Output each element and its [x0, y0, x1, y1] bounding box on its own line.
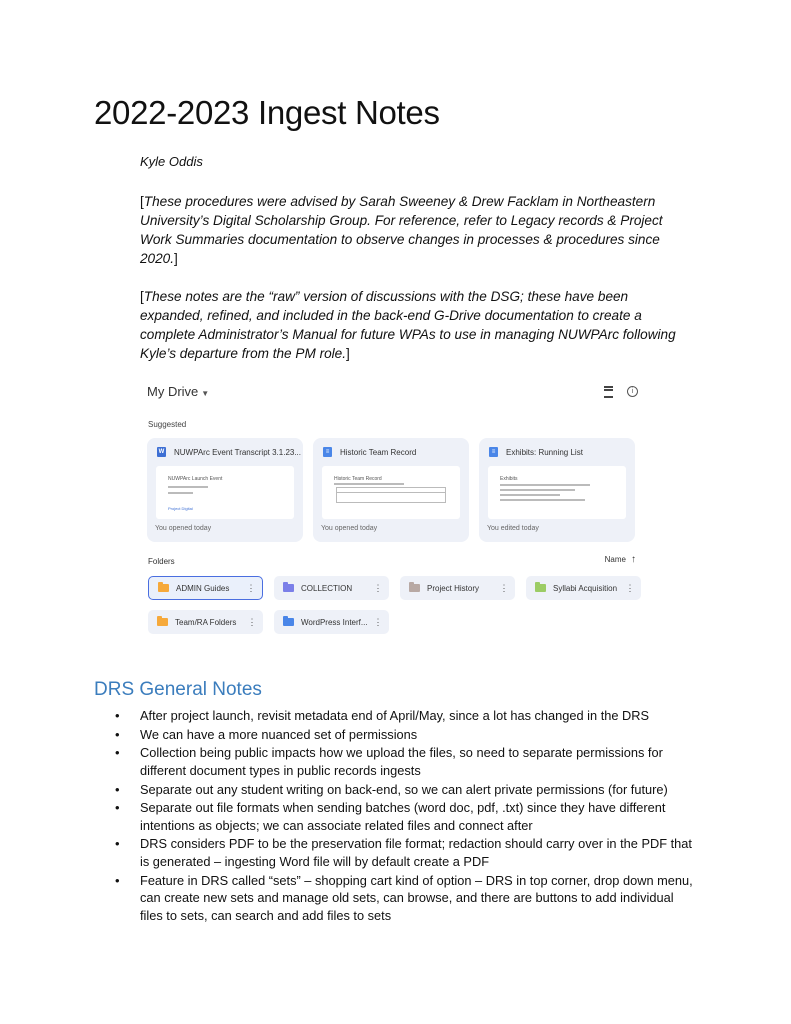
folder-label: Project History — [427, 583, 480, 593]
list-item: • Separate out any student writing on back-end, so we can alert private permissions (for future) — [113, 781, 693, 799]
procedures-note — [140, 192, 680, 268]
suggested-label: Suggested — [148, 420, 187, 429]
preview-line — [500, 499, 585, 501]
bracket-close: ] — [174, 251, 178, 266]
word-doc-icon: W — [158, 449, 165, 455]
list-item: • We can have a more nuanced set of permissions — [113, 726, 693, 744]
card-title: Historic Team Record — [340, 447, 417, 457]
folder-icon — [409, 584, 420, 592]
list-item: • Feature in DRS called “sets” – shopping cart kind of option – DRS in top corner, drop down menu, can create new sets and manage old sets, can browse, and there are buttons to add individual files to sets, can search and add files to sets — [113, 872, 693, 925]
list-item: • Separate out file formats when sending batches (word doc, pdf, .txt) since they have different intentions as objects; we can associate related files and connect after — [113, 799, 693, 834]
author-name: Kyle Oddis — [140, 154, 203, 169]
document-title: 2022-2023 Ingest Notes — [94, 94, 440, 131]
preview-title: Exhibits — [500, 476, 518, 482]
suggested-card[interactable] — [313, 438, 469, 542]
more-options-icon[interactable]: ⋮ — [373, 617, 383, 627]
bracket-open: [ — [140, 194, 144, 209]
bracket-close: ] — [346, 346, 350, 361]
card-preview — [156, 466, 294, 519]
sort-label: Name — [604, 555, 626, 564]
folder-icon — [157, 618, 168, 626]
more-options-icon[interactable]: ⋮ — [373, 583, 383, 593]
folder-admin-guides[interactable] — [148, 576, 263, 600]
more-options-icon[interactable]: ⋮ — [625, 583, 635, 593]
card-footer: You edited today — [487, 525, 539, 532]
card-preview — [322, 466, 460, 519]
folder-label: Syllabi Acquisition — [553, 583, 618, 593]
preview-line — [168, 492, 193, 494]
drive-toolbar — [604, 386, 638, 398]
bracket-open: [ — [140, 289, 144, 304]
folder-wordpress[interactable] — [274, 610, 389, 634]
folder-label: COLLECTION — [301, 583, 353, 593]
list-item: • DRS considers PDF to be the preservation file format; redaction should carry over in the PDF that is generated – ingesting Word file will by default create a PDF — [113, 835, 693, 870]
folder-label: WordPress Interf... — [301, 617, 368, 627]
card-title: NUWPArc Event Transcript 3.1.23... — [174, 447, 302, 457]
folder-project-history[interactable] — [400, 576, 515, 600]
list-item: • After project launch, revisit metadata end of April/May, since a lot has changed in the DRS — [113, 707, 693, 725]
list-item: • Collection being public impacts how we upload the files, so need to separate permissions for different document types in public records ingests — [113, 744, 693, 779]
my-drive-menu[interactable] — [147, 384, 209, 399]
folders-label: Folders — [148, 557, 175, 566]
notes-list — [113, 707, 693, 925]
preview-line — [168, 486, 208, 488]
my-drive-label: My Drive — [147, 384, 199, 399]
preview-link: Project Digital — [168, 506, 193, 511]
preview-table — [336, 487, 446, 503]
card-title: Exhibits: Running List — [506, 447, 583, 457]
more-options-icon[interactable]: ⋮ — [246, 583, 256, 593]
section-heading: DRS General Notes — [94, 679, 262, 700]
folder-team-ra[interactable] — [148, 610, 263, 634]
folder-label: ADMIN Guides — [176, 583, 230, 593]
preview-title: NUWPArc Launch Event — [168, 476, 223, 482]
card-header — [157, 447, 301, 457]
folder-collection[interactable] — [274, 576, 389, 600]
google-doc-icon: ≡ — [323, 447, 332, 457]
card-header — [489, 447, 583, 457]
list-view-icon[interactable] — [604, 386, 613, 398]
drive-screenshot — [140, 380, 650, 642]
card-preview — [488, 466, 626, 519]
more-options-icon[interactable]: ⋮ — [247, 617, 257, 627]
card-header — [323, 447, 416, 457]
folder-icon — [283, 618, 294, 626]
google-doc-icon: ≡ — [489, 447, 498, 457]
info-icon[interactable]: i — [627, 386, 638, 397]
raw-notes-note-text: These notes are the “raw” version of discussions with the DSG; these have been expanded, refined, and included in the back-end G-Drive documentation to create a complete Administrator’s Manual for future WPAs to use in managing NUWPArc following Kyle’s departure from the PM role. — [140, 289, 676, 361]
preview-line — [500, 484, 590, 486]
card-footer: You opened today — [321, 525, 378, 532]
preview-line — [500, 489, 575, 491]
suggested-card[interactable] — [479, 438, 635, 542]
more-options-icon[interactable]: ⋮ — [499, 583, 509, 593]
folder-syllabi-acquisition[interactable] — [526, 576, 641, 600]
preview-line — [500, 494, 560, 496]
folder-icon — [158, 584, 169, 592]
raw-notes-note — [140, 287, 680, 363]
folder-label: Team/RA Folders — [175, 617, 237, 627]
procedures-note-text: These procedures were advised by Sarah Sweeney & Drew Facklam in Northeastern University’s Digital Scholarship Group. For reference, refer to Legacy records & Project Work Summaries documentation to observe changes in processes & procedures since 2020. — [140, 194, 663, 266]
suggested-card[interactable] — [147, 438, 303, 542]
sort-by-name-button[interactable] — [605, 554, 636, 565]
preview-line — [334, 483, 404, 485]
folder-icon — [535, 584, 546, 592]
preview-title: Historic Team Record — [334, 476, 382, 482]
arrow-up-icon: ↑ — [631, 554, 636, 565]
caret-down-icon: ▼ — [201, 389, 210, 398]
shared-folder-icon — [283, 584, 294, 592]
card-footer: You opened today — [155, 525, 212, 532]
